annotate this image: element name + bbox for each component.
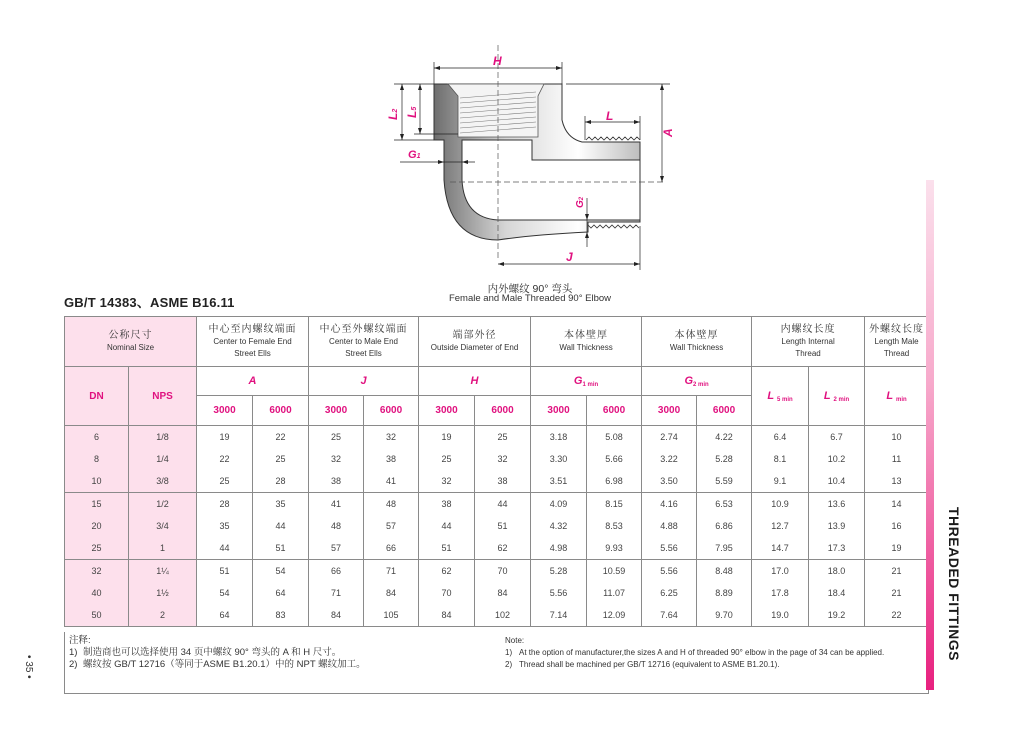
page-number: • 35 • (23, 655, 34, 679)
female-thread (448, 84, 544, 137)
cell-a6: 54 (253, 560, 309, 583)
table-row (65, 448, 929, 470)
cell-j3: 84 (309, 604, 364, 627)
cell-a3: 54 (197, 582, 253, 604)
cell-j3: 48 (309, 515, 364, 537)
cell-j3: 41 (309, 493, 364, 516)
cell-g23: 6.25 (642, 582, 697, 604)
dim-label-H: H (493, 54, 502, 68)
cell-g23: 7.64 (642, 604, 697, 627)
table-row (65, 426, 929, 449)
cell-nps: 1¼ (129, 560, 197, 583)
cell-g23: 5.56 (642, 537, 697, 560)
cell-j3: 57 (309, 537, 364, 560)
cell-l2: 18.0 (809, 560, 865, 583)
cell-j6: 84 (364, 582, 419, 604)
cell-a6: 64 (253, 582, 309, 604)
male-thread-bottom (588, 225, 639, 228)
cell-a3: 35 (197, 515, 253, 537)
cell-j6: 71 (364, 560, 419, 583)
header-wall-thickness-2: 本体壁厚 Wall Thickness (642, 317, 752, 367)
cell-g13: 4.98 (531, 537, 587, 560)
table-row (65, 582, 929, 604)
elbow-drawing (380, 40, 680, 280)
notes-box (64, 632, 929, 694)
header-sym-g1: $G_{1 min}$ (531, 367, 642, 396)
cell-j6: 48 (364, 493, 419, 516)
cell-j6: 105 (364, 604, 419, 627)
header-sym-l5: L $_{5 min}$ (752, 367, 809, 426)
cell-dn: 8 (65, 448, 129, 470)
header-sym-h: H (419, 367, 531, 396)
cell-dn: 32 (65, 560, 129, 583)
class-g2-3000: 3000 (642, 396, 697, 426)
cell-h6: 70 (475, 560, 531, 583)
cell-l5: 6.4 (752, 426, 809, 449)
cell-j3: 71 (309, 582, 364, 604)
cell-h6: 51 (475, 515, 531, 537)
cell-a3: 51 (197, 560, 253, 583)
cell-g23: 4.16 (642, 493, 697, 516)
cell-a6: 35 (253, 493, 309, 516)
cell-l: 16 (865, 515, 929, 537)
cell-l2: 13.9 (809, 515, 865, 537)
cell-h3: 32 (419, 470, 475, 493)
cell-g23: 2.74 (642, 426, 697, 449)
header-wall-thickness-1: 本体壁厚 Wall Thickness (531, 317, 642, 367)
notes-en-title: Note: (505, 636, 525, 645)
cell-l5: 14.7 (752, 537, 809, 560)
cell-l2: 18.4 (809, 582, 865, 604)
cell-nps: 1½ (129, 582, 197, 604)
cell-l: 13 (865, 470, 929, 493)
dim-label-L: L (606, 109, 614, 123)
cell-h6: 44 (475, 493, 531, 516)
cell-dn: 50 (65, 604, 129, 627)
cell-l5: 9.1 (752, 470, 809, 493)
cell-a6: 25 (253, 448, 309, 470)
class-h-6000: 6000 (475, 396, 531, 426)
cell-g26: 8.48 (697, 560, 752, 583)
cell-h3: 70 (419, 582, 475, 604)
cell-h3: 51 (419, 537, 475, 560)
cell-l2: 10.4 (809, 470, 865, 493)
dim-label-A: A (661, 128, 675, 137)
cell-nps: 3/4 (129, 515, 197, 537)
cell-g16: 8.53 (587, 515, 642, 537)
section-label: THREADED FITTINGS (946, 507, 962, 661)
dimension-table (64, 316, 929, 627)
cell-a6: 22 (253, 426, 309, 449)
cell-l: 21 (865, 582, 929, 604)
drawing-caption-cn: 内外螺纹 90° 弯头 (487, 283, 573, 295)
header-length-male: 外螺纹长度 Length Male Thread (865, 317, 929, 367)
cell-a3: 19 (197, 426, 253, 449)
cell-g16: 6.98 (587, 470, 642, 493)
cell-dn: 20 (65, 515, 129, 537)
cell-j3: 25 (309, 426, 364, 449)
cell-j6: 57 (364, 515, 419, 537)
class-j-3000: 3000 (309, 396, 364, 426)
cell-h6: 84 (475, 582, 531, 604)
cell-g26: 4.22 (697, 426, 752, 449)
cell-l2: 13.6 (809, 493, 865, 516)
cell-l5: 19.0 (752, 604, 809, 627)
notes-en (505, 635, 920, 671)
cell-l5: 8.1 (752, 448, 809, 470)
header-length-internal: 内螺纹长度 Length Internal Thread (752, 317, 865, 367)
notes-cn-item: 1) 制造商也可以选择使用 34 页中螺纹 90° 弯头的 A 和 H 尺寸。 (69, 647, 342, 658)
notes-cn-item: 2) 螺纹按 GB/T 12716（等同于ASME B1.20.1）中的 NPT 螺纹加工。 (69, 659, 366, 670)
cell-g13: 5.28 (531, 560, 587, 583)
header-center-female: 中心至内螺纹端面 Center to Female End Street Ells (197, 317, 309, 367)
cell-h3: 44 (419, 515, 475, 537)
cell-l5: 10.9 (752, 493, 809, 516)
notes-cn (69, 635, 489, 671)
cell-h6: 25 (475, 426, 531, 449)
header-dn: DN (65, 367, 129, 426)
cell-j3: 32 (309, 448, 364, 470)
cell-a6: 51 (253, 537, 309, 560)
cell-g13: 4.32 (531, 515, 587, 537)
table-row (65, 493, 929, 516)
cell-g26: 8.89 (697, 582, 752, 604)
class-g2-6000: 6000 (697, 396, 752, 426)
cell-dn: 15 (65, 493, 129, 516)
cell-g16: 5.66 (587, 448, 642, 470)
cell-a3: 22 (197, 448, 253, 470)
class-h-3000: 3000 (419, 396, 475, 426)
standard-title: GB/T 14383、ASME B16.11 (64, 295, 235, 310)
cell-g16: 8.15 (587, 493, 642, 516)
cell-j6: 66 (364, 537, 419, 560)
cell-l5: 17.8 (752, 582, 809, 604)
cell-j6: 41 (364, 470, 419, 493)
header-outside-diameter: 端部外径 Outside Diameter of End (419, 317, 531, 367)
section-color-bar (926, 180, 934, 690)
cell-l: 14 (865, 493, 929, 516)
dim-label-L5: L5 (405, 106, 419, 118)
drawing-caption-en: Female and Male Threaded 90° Elbow (448, 293, 612, 304)
cell-l: 21 (865, 560, 929, 583)
header-center-male: 中心至外螺纹端面 Center to Male End Street Ells (309, 317, 419, 367)
cell-h6: 38 (475, 470, 531, 493)
cell-a3: 25 (197, 470, 253, 493)
cell-a3: 64 (197, 604, 253, 627)
cell-dn: 6 (65, 426, 129, 449)
cell-g26: 7.95 (697, 537, 752, 560)
cell-l: 10 (865, 426, 929, 449)
male-thread-top (586, 137, 640, 140)
cell-nps: 2 (129, 604, 197, 627)
cell-h3: 84 (419, 604, 475, 627)
cell-l5: 12.7 (752, 515, 809, 537)
table-body (65, 426, 929, 627)
cell-a6: 44 (253, 515, 309, 537)
notes-en-item: 2) Thread shall be machined per GB/T 12716 (equivalent to ASME B1.20.1). (505, 660, 780, 669)
cell-g13: 3.18 (531, 426, 587, 449)
cell-h3: 38 (419, 493, 475, 516)
cell-g16: 9.93 (587, 537, 642, 560)
cell-h3: 25 (419, 448, 475, 470)
dim-label-J: J (566, 250, 573, 264)
cell-g16: 12.09 (587, 604, 642, 627)
cell-g26: 5.59 (697, 470, 752, 493)
table-row (65, 604, 929, 627)
cell-j3: 38 (309, 470, 364, 493)
cell-nps: 3/8 (129, 470, 197, 493)
class-g1-6000: 6000 (587, 396, 642, 426)
class-a-6000: 6000 (253, 396, 309, 426)
cell-g23: 5.56 (642, 560, 697, 583)
class-j-6000: 6000 (364, 396, 419, 426)
header-sym-l: L $_{min}$ (865, 367, 929, 426)
header-sym-l2: L $_{2 min}$ (809, 367, 865, 426)
header-nominal-size: 公称尺寸 Nominal Size (65, 317, 197, 367)
cell-l5: 17.0 (752, 560, 809, 583)
cell-l: 19 (865, 537, 929, 560)
cell-g16: 5.08 (587, 426, 642, 449)
dim-label-G2: G2 (575, 196, 586, 208)
cell-a6: 83 (253, 604, 309, 627)
table-row (65, 560, 929, 583)
cell-a3: 44 (197, 537, 253, 560)
cell-g26: 5.28 (697, 448, 752, 470)
class-a-3000: 3000 (197, 396, 253, 426)
cell-l: 11 (865, 448, 929, 470)
cell-g13: 7.14 (531, 604, 587, 627)
dim-label-G1: G1 (408, 149, 421, 161)
cell-g13: 5.56 (531, 582, 587, 604)
cell-a3: 28 (197, 493, 253, 516)
table-row (65, 537, 929, 560)
cell-l2: 19.2 (809, 604, 865, 627)
table-row (65, 470, 929, 493)
cell-g23: 3.22 (642, 448, 697, 470)
cell-a6: 28 (253, 470, 309, 493)
cell-dn: 40 (65, 582, 129, 604)
cell-g13: 4.09 (531, 493, 587, 516)
notes-cn-title: 注释: (69, 635, 91, 646)
cell-dn: 10 (65, 470, 129, 493)
cell-nps: 1/8 (129, 426, 197, 449)
cell-g13: 3.30 (531, 448, 587, 470)
table-row (65, 515, 929, 537)
cell-j6: 38 (364, 448, 419, 470)
cell-g26: 9.70 (697, 604, 752, 627)
cell-h6: 62 (475, 537, 531, 560)
notes-en-item: 1) At the option of manufacturer,the sizes A and H of threaded 90° elbow in the page of 34 can be applied. (505, 648, 885, 657)
header-sym-a: A (197, 367, 309, 396)
cell-h6: 102 (475, 604, 531, 627)
dim-label-L2: L2 (386, 108, 400, 120)
cell-g26: 6.53 (697, 493, 752, 516)
cell-g16: 10.59 (587, 560, 642, 583)
cell-g16: 11.07 (587, 582, 642, 604)
cell-g26: 6.86 (697, 515, 752, 537)
header-sym-g2: $G_{2 min}$ (642, 367, 752, 396)
cell-j6: 32 (364, 426, 419, 449)
cell-nps: 1 (129, 537, 197, 560)
header-nps: NPS (129, 367, 197, 426)
cell-nps: 1/2 (129, 493, 197, 516)
cell-l2: 17.3 (809, 537, 865, 560)
cell-l: 22 (865, 604, 929, 627)
class-g1-3000: 3000 (531, 396, 587, 426)
cell-g23: 3.50 (642, 470, 697, 493)
cell-j3: 66 (309, 560, 364, 583)
cell-dn: 25 (65, 537, 129, 560)
cell-h3: 19 (419, 426, 475, 449)
cell-l2: 6.7 (809, 426, 865, 449)
cell-h6: 32 (475, 448, 531, 470)
cell-nps: 1/4 (129, 448, 197, 470)
cell-g13: 3.51 (531, 470, 587, 493)
cell-h3: 62 (419, 560, 475, 583)
cell-g23: 4.88 (642, 515, 697, 537)
header-sym-j: J (309, 367, 419, 396)
cell-l2: 10.2 (809, 448, 865, 470)
